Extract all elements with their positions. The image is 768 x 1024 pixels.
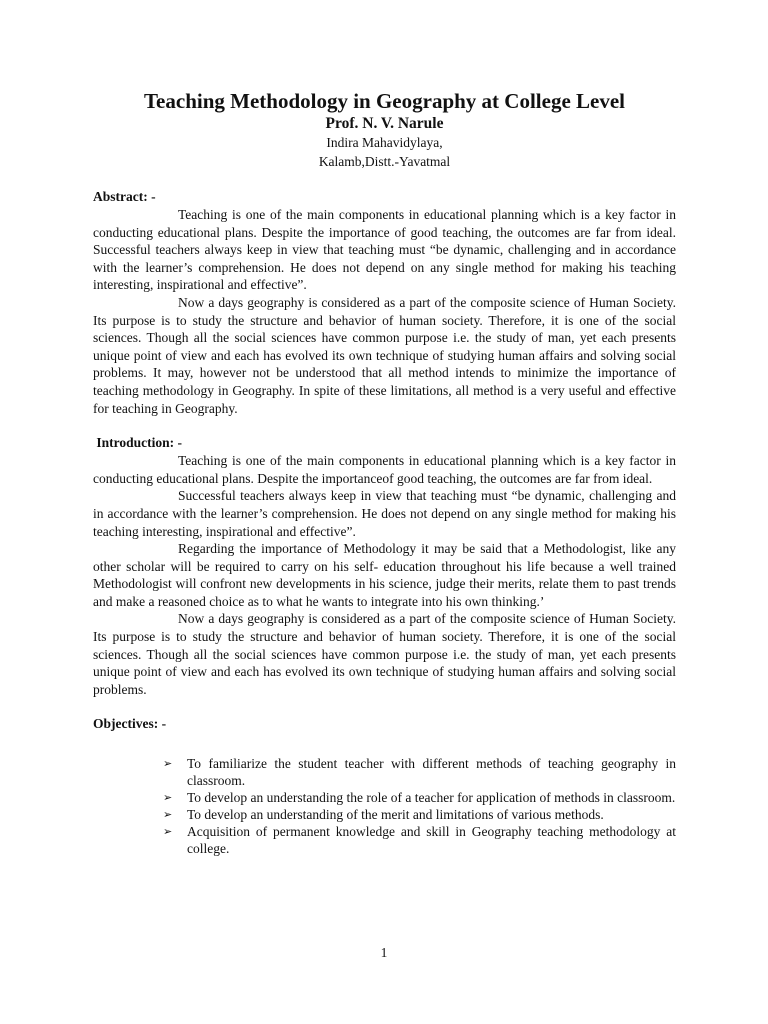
list-item (163, 789, 676, 806)
objective-text: To develop an understanding the role of a teacher for application of methods in classroom. (187, 790, 676, 806)
arrowhead-bullet-icon: ➢ (163, 757, 173, 771)
spacer (93, 417, 676, 434)
introduction-paragraph-2: Successful teachers always keep in view that teaching must “be dynamic, challenging and in accordance with the learner’s comprehension. He does not depend on any single method for making his teaching interesting, inspirational and effective”. (93, 488, 676, 539)
spacer (93, 171, 676, 188)
objective-text: Acquisition of permanent knowledge and skill in Geography teaching methodology at college. (187, 824, 676, 857)
introduction-paragraph-3: Regarding the importance of Methodology it may be said that a Methodologist, like any other scholar will be required to carry on his self- education throughout his life because a well trained Methodologist will confront new developments in his science, judge their merits, relate them to past trends and make a reasoned choice as to what he wants to integrate into his own thinking.’ (93, 541, 676, 609)
arrowhead-bullet-icon: ➢ (163, 825, 173, 839)
spacer (93, 733, 676, 755)
objective-text: To develop an understanding of the merit and limitations of various methods. (187, 807, 604, 823)
introduction-paragraph-4: Now a days geography is considered as a part of the composite science of Human Society. Its purpose is to study the structure and behavior of human society. Therefore, it is one of the social sciences. Though all the social sciences have common purpose i.e. the study of man, yet each presents unique point of view and each has evolved its own technique of studying human affairs and solving social problems. (93, 611, 676, 697)
objective-text: To familiarize the student teacher with different methods of teaching geography in classroom. (187, 756, 676, 789)
list-item (163, 755, 676, 789)
arrowhead-bullet-icon: ➢ (163, 808, 173, 822)
abstract-paragraph-1: Teaching is one of the main components in educational planning which is a key factor in conducting educational plans. Despite the importance of good teaching, the outcomes are far from ideal. Successful teachers always keep in view that teaching must “be dynamic, challenging and in accordance with the learner’s comprehension. He does not depend on any single method for making his teaching interesting, inspirational and effective”. (93, 207, 676, 293)
objectives-section (93, 715, 676, 857)
abstract-heading: Abstract: - (93, 189, 156, 204)
objectives-heading: Objectives: - (93, 716, 167, 732)
list-item (163, 823, 676, 857)
arrowhead-bullet-icon: ➢ (163, 791, 173, 805)
introduction-heading: Introduction: - (93, 435, 183, 451)
spacer (93, 698, 676, 715)
author-name: Prof. N. V. Narule (325, 115, 444, 132)
introduction-paragraph-1: Teaching is one of the main components in educational planning which is a key factor in conducting educational plans. Despite the importanceof good teaching, the outcomes are far from ideal. (93, 453, 676, 486)
abstract-paragraph-2: Now a days geography is considered as a part of the composite science of Human Society. Its purpose is to study the structure and behavior of human society. Therefore, it is one of the social sciences. Though all the social sciences have common purpose i.e. the study of man, yet each presents unique point of view and each has evolved its own technique of studying human affairs and solving social problems. It may, however not be understood that all method intends to minimize the importance of teaching methodology in Geography. In spite of these limitations, all method is a very useful and effective for teaching in Geography. (93, 294, 676, 416)
affiliation-line-1: Indira Mahavidylaya, (326, 135, 443, 150)
objectives-list (93, 755, 676, 857)
page-number: 1 (380, 945, 388, 960)
paper-title: Teaching Methodology in Geography at College Level (143, 89, 626, 113)
paper-page (93, 88, 676, 857)
abstract-section (93, 188, 676, 417)
list-item (163, 806, 676, 823)
introduction-section (93, 434, 676, 698)
affiliation-line-2: Kalamb,Distt.-Yavatmal (318, 154, 451, 169)
